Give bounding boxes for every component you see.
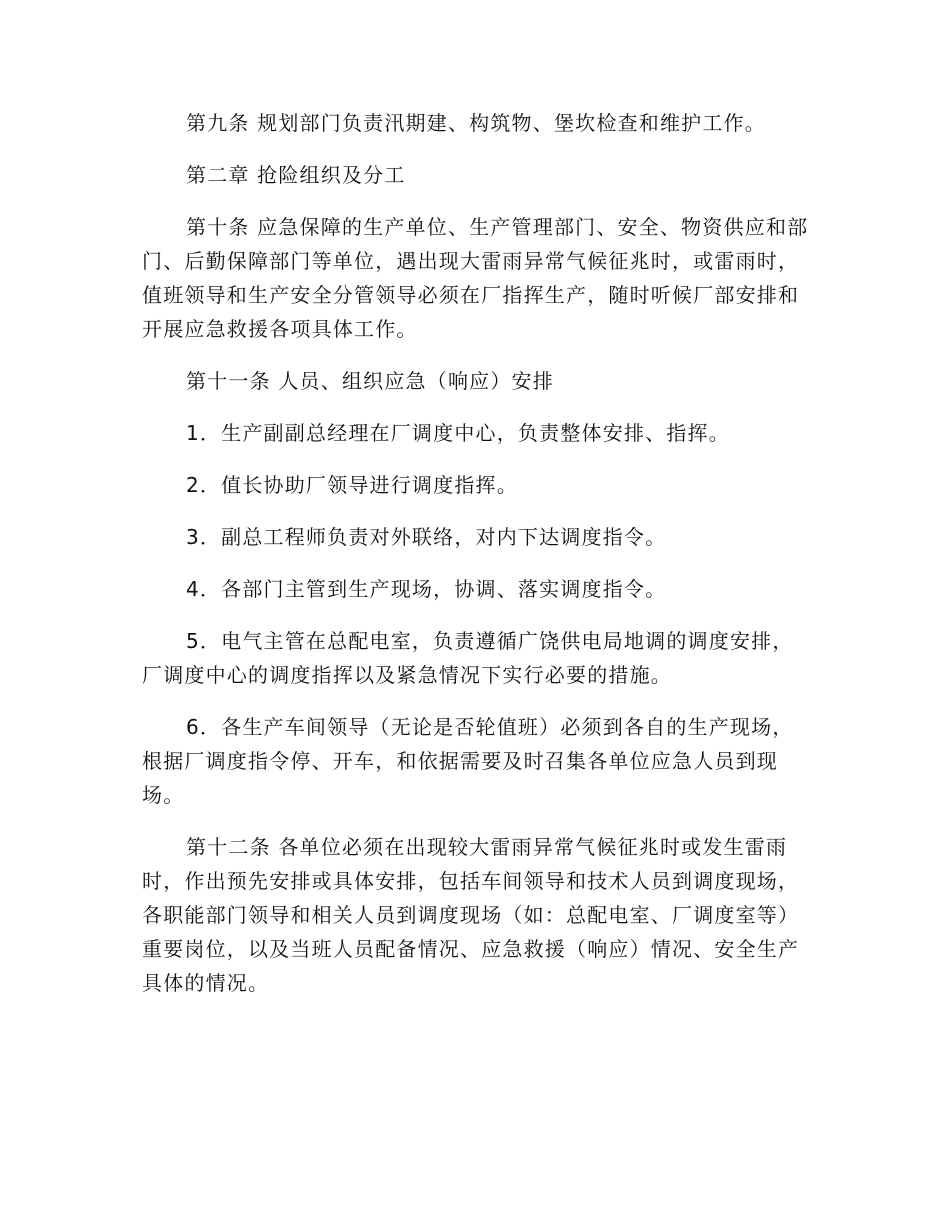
article-9-paragraph: 第九条 规划部门负责汛期建、构筑物、堡坎检查和维护工作。 — [186, 111, 766, 135]
list-item-2: 2．值长协助厂领导进行调度指挥。 — [186, 473, 518, 497]
document-body — [142, 106, 812, 1018]
list-item-4: 4．各部门主管到生产现场，协调、落实调度指令。 — [186, 577, 667, 601]
list-item-3: 3．副总工程师负责对外联络，对内下达调度指令。 — [186, 525, 667, 549]
list-item-6: 6．各生产车间领导（无论是否轮值班）必须到各自的生产现场，根据厂调度指令停、开车，和依据需要及时召集各单位应急人员到现场。 — [142, 715, 794, 807]
list-item-1: 1．生产副副总经理在厂调度中心，负责整体安排、指挥。 — [186, 421, 730, 445]
article-11-heading: 第十一条 人员、组织应急（响应）安排 — [186, 369, 554, 393]
article-12-paragraph: 第十二条 各单位必须在出现较大雷雨异常气候征兆时或发生雷雨时，作出预先安排或具体安排，包括车间领导和技术人员到调度现场，各职能部门领导和相关人员到调度现场（如：总配电室、厂调度室等）重要岗位，以及当班人员配备情况、应急救援（响应）情况、安全生产具体的情况。 — [142, 835, 800, 995]
chapter-2-heading: 第二章 抢险组织及分工 — [186, 163, 406, 187]
list-item-5: 5．电气主管在总配电室，负责遵循广饶供电局地调的调度安排，厂调度中心的调度指挥以及紧急情况下实行必要的措施。 — [142, 629, 794, 687]
article-10-paragraph: 第十条 应急保障的生产单位、生产管理部门、安全、物资供应和部门、后勤保障部门等单位，遇出现大雷雨异常气候征兆时，或雷雨时，值班领导和生产安全分管领导必须在厂指挥生产，随时听候厂部安排和开展应急救援各项具体工作。 — [142, 215, 809, 341]
